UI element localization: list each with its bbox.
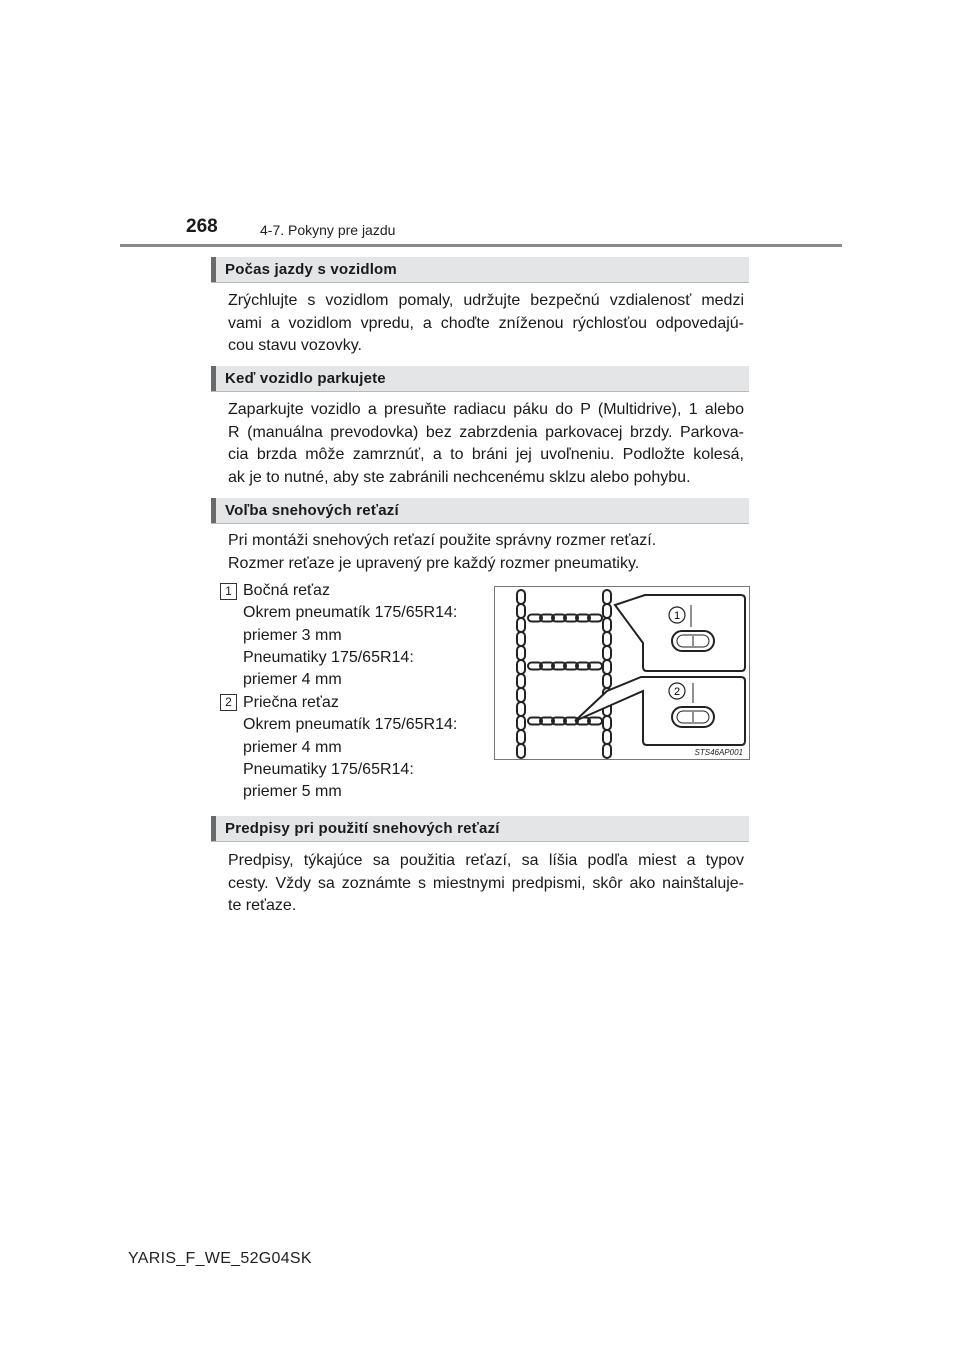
section-title: Keď vozidlo parkujete	[225, 370, 386, 387]
text-line: Priečna reťaz	[243, 694, 339, 711]
callout-number-1: 1	[673, 610, 681, 622]
text-line: vami a vozidlom vpredu, a choďte zníženou rýchlosťou odpovedajú-	[228, 314, 744, 332]
text-line: Pneumatiky 175/65R14:	[243, 760, 414, 778]
item-number-badge: 2	[220, 694, 237, 711]
item-number-badge: 1	[220, 583, 237, 600]
text-line: cou stavu vozovky.	[228, 337, 362, 354]
side-chain-left	[517, 590, 525, 758]
heading-accent	[211, 816, 216, 841]
section-heading-chain-selection	[211, 498, 749, 524]
list-item-side-chain	[243, 580, 457, 691]
snow-chain-drawing	[495, 587, 749, 759]
text-line: Okrem pneumatík 175/65R14:	[243, 716, 458, 734]
cross-chain-middle	[528, 663, 602, 670]
paragraph-driving	[228, 290, 744, 358]
paragraph-parking	[228, 399, 744, 489]
paragraph-chain-selection	[228, 530, 744, 575]
figure-code: STS46AP001	[694, 748, 743, 757]
cross-chain-bottom	[528, 718, 602, 725]
text-line: ak je to nutné, aby ste zabránili nechcenému sklzu alebo pohybu.	[228, 468, 691, 486]
section-title: Počas jazdy s vozidlom	[225, 261, 397, 278]
heading-accent	[211, 366, 216, 391]
text-line: Rozmer reťaze je upravený pre každý rozmer pneumatiky.	[228, 554, 640, 572]
text-line: R (manuálna prevodovka) bez zabrzdenia parkovacej brzdy. Parkova-	[228, 423, 744, 441]
paragraph-chain-regulations	[228, 850, 744, 918]
text-line: Zrýchlujte s vozidlom pomaly, udržujte bezpečnú vzdialenosť medzi	[228, 292, 744, 309]
text-line: priemer 4 mm	[243, 738, 342, 756]
text-line: Okrem pneumatík 175/65R14:	[243, 604, 458, 622]
text-line: cesty. Vždy sa zoznámte s miestnymi predpismi, skôr ako nainštaluje-	[228, 874, 744, 892]
callout-number-2: 2	[673, 686, 681, 698]
section-heading-chain-regulations	[211, 816, 749, 842]
section-heading-driving	[211, 257, 749, 283]
cross-chain-top	[528, 615, 602, 622]
text-line: priemer 3 mm	[243, 626, 342, 644]
text-line: te reťaze.	[228, 897, 297, 914]
text-line: Predpisy, týkajúce sa použitia reťazí, sa líšia podľa miest a typov	[228, 852, 744, 869]
list-item-cross-chain	[243, 692, 457, 803]
text-line: Pneumatiky 175/65R14:	[243, 648, 414, 666]
side-chain-right	[603, 590, 611, 758]
heading-accent	[211, 498, 216, 523]
callout-box-2	[575, 677, 745, 745]
text-line: Bočná reťaz	[243, 582, 330, 599]
text-line: Zaparkujte vozidlo a presuňte radiacu páku do P (Multidrive), 1 alebo	[228, 401, 744, 418]
text-line: priemer 5 mm	[243, 783, 342, 801]
section-title: Predpisy pri použití snehových reťazí	[225, 820, 500, 837]
section-title: Voľba snehových reťazí	[225, 502, 399, 519]
document-code: YARIS_F_WE_52G04SK	[128, 1250, 312, 1267]
text-line: priemer 4 mm	[243, 671, 342, 689]
heading-accent	[211, 257, 216, 282]
chapter-label: 4-7. Pokyny pre jazdu	[260, 222, 396, 238]
section-heading-parking	[211, 366, 749, 392]
page-number: 268	[186, 216, 218, 237]
text-line: Pri montáži snehových reťazí použite správny rozmer reťazí.	[228, 532, 657, 549]
header-rule	[120, 244, 842, 247]
text-line: cia brzda môže zamrznúť, a to bráni jej uvoľneniu. Podložte kolesá,	[228, 446, 744, 463]
callout-box-1	[615, 595, 745, 671]
snow-chain-illustration	[494, 586, 750, 760]
